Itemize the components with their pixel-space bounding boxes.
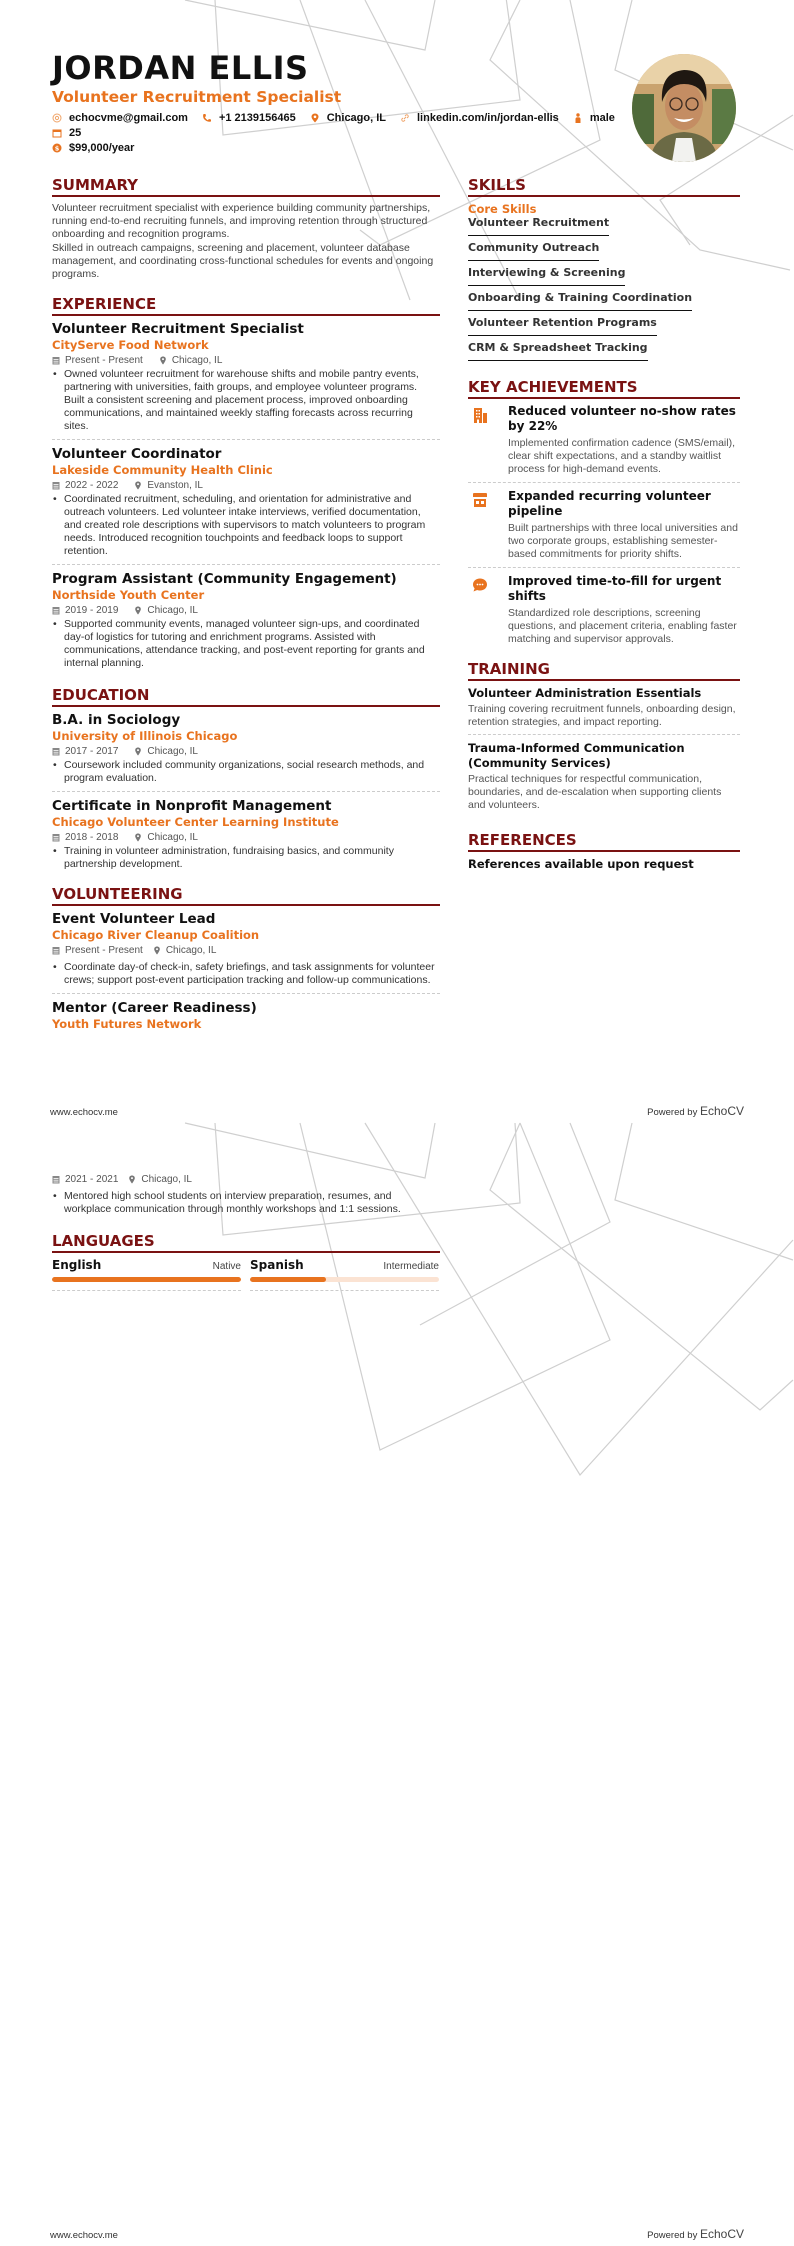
contact-gender: male bbox=[573, 112, 615, 124]
languages-list bbox=[52, 1258, 440, 1291]
volunteer-org: Youth Futures Network bbox=[52, 1017, 202, 1031]
calendar-icon bbox=[52, 606, 60, 615]
experience-section bbox=[52, 295, 440, 676]
section-title-skills: SKILLS bbox=[468, 176, 740, 197]
references-section bbox=[468, 831, 740, 872]
training-item bbox=[468, 741, 740, 817]
skill-item: Onboarding & Training Coordination bbox=[468, 291, 692, 311]
footer-brand: EchoCV bbox=[699, 2227, 744, 2241]
location: Chicago, IL bbox=[171, 355, 223, 366]
achievements-section bbox=[468, 378, 740, 652]
training-title: Trauma-Informed Communication (Community Services) bbox=[468, 741, 685, 770]
language-name: English bbox=[52, 1258, 102, 1272]
section-title-training: TRAINING bbox=[468, 660, 740, 681]
footer-powered-by: Powered by EchoCV bbox=[647, 1104, 744, 1118]
entry-meta bbox=[52, 944, 440, 957]
language-level: Native bbox=[212, 1261, 241, 1272]
entry-meta bbox=[52, 479, 440, 492]
employer: Northside Youth Center bbox=[52, 588, 205, 602]
footer-website-link[interactable]: www.echocv.me bbox=[50, 2230, 118, 2241]
map-pin-icon bbox=[153, 946, 161, 955]
resume-page-2 bbox=[0, 1123, 794, 2246]
skill-item: Volunteer Recruitment bbox=[468, 216, 609, 236]
education-entry bbox=[52, 712, 440, 792]
person-icon bbox=[573, 113, 583, 123]
map-pin-icon bbox=[134, 606, 142, 615]
date-range: Present - Present bbox=[65, 945, 143, 956]
contact-info bbox=[52, 112, 632, 154]
date-range: 2017 - 2017 bbox=[65, 746, 119, 757]
employer: Lakeside Community Health Clinic bbox=[52, 463, 273, 477]
section-title-references: REFERENCES bbox=[468, 831, 740, 852]
section-title-languages: LANGUAGES bbox=[52, 1232, 440, 1253]
achievement-title: Improved time-to-fill for urgent shifts bbox=[508, 574, 722, 603]
calendar-icon bbox=[52, 1175, 60, 1184]
skills-section bbox=[468, 176, 740, 366]
bullet-item: • Coordinate day-of check-in, safety briefings, and task assignments for volunteer crews; support post-event participation tracking and follow-up communications. bbox=[52, 961, 440, 987]
calendar-icon bbox=[52, 833, 60, 842]
contact-location: Chicago, IL bbox=[310, 112, 386, 124]
achievement-description: Implemented confirmation cadence (SMS/email), clear shift expectations, and a standby waitlist process for high-demand events. bbox=[508, 437, 736, 475]
institution: University of Illinois Chicago bbox=[52, 729, 238, 743]
bullet-list bbox=[52, 368, 440, 433]
entry-meta bbox=[52, 745, 440, 758]
footer-brand: EchoCV bbox=[699, 1104, 744, 1118]
link-icon bbox=[400, 113, 410, 123]
references-text: References available upon request bbox=[468, 857, 694, 871]
education-section bbox=[52, 686, 440, 877]
entry-meta bbox=[52, 604, 440, 617]
training-section bbox=[468, 660, 740, 817]
summary-paragraph: Volunteer recruitment specialist with experience building community partnerships, running end-to-end recruiting funnels, and improving retention through structured onboarding and recognition programs. bbox=[52, 202, 431, 240]
left-column-continued bbox=[52, 1172, 440, 1291]
date-range: 2018 - 2018 bbox=[65, 832, 119, 843]
bullet-item: • Supported community events, managed volunteer sign-ups, and coordinated day-of logistics for tutoring and enrichment programs. Assisted with communications, attendance tracking, and post-event reporting for grants and internal planning. bbox=[52, 618, 440, 670]
section-title-summary: SUMMARY bbox=[52, 176, 440, 197]
training-item bbox=[468, 686, 740, 735]
section-title-achievements: KEY ACHIEVEMENTS bbox=[468, 378, 740, 399]
profile-photo-image bbox=[632, 54, 736, 162]
skills-list bbox=[468, 216, 740, 366]
bullet-item: • Owned volunteer recruitment for warehouse shifts and mobile pantry events, partnering with universities, faith groups, and employee volunteer programs. Built a consistent screening and placement process, improved onboarding communications, and maintained weekly staffing forecasts across recurring sites. bbox=[52, 368, 440, 433]
section-title-education: EDUCATION bbox=[52, 686, 440, 707]
map-pin-icon bbox=[134, 747, 142, 756]
candidate-name: JORDAN ELLIS bbox=[52, 49, 309, 87]
footer-powered-by: Powered by EchoCV bbox=[647, 2227, 744, 2241]
entry-meta bbox=[52, 354, 440, 367]
languages-section bbox=[52, 1232, 440, 1291]
bullet-list bbox=[52, 618, 440, 670]
employer: CityServe Food Network bbox=[52, 338, 209, 352]
bullet-item: • Coordinated recruitment, scheduling, and orientation for administrative and outreach volunteers. Led volunteer intake interviews, verified documentation, and created role descriptions with supervisors to match volunteers to program needs. Introduced recognition touchpoints and feedback loops to support retention. bbox=[52, 493, 440, 558]
right-column bbox=[468, 176, 740, 872]
degree-title: Certificate in Nonprofit Management bbox=[52, 798, 332, 814]
calendar-icon bbox=[52, 946, 60, 955]
achievement-item bbox=[468, 574, 740, 652]
at-sign-icon bbox=[52, 113, 62, 123]
experience-entry bbox=[52, 321, 440, 440]
training-description: Training covering recruitment funnels, onboarding design, retention strategies, and impact reporting. bbox=[468, 703, 736, 728]
calendar-icon bbox=[52, 747, 60, 756]
bullet-list bbox=[52, 1190, 440, 1216]
bullet-list bbox=[52, 845, 440, 871]
skill-item: CRM & Spreadsheet Tracking bbox=[468, 341, 648, 361]
volunteer-role: Event Volunteer Lead bbox=[52, 911, 216, 927]
volunteering-entry-continued bbox=[52, 1173, 440, 1222]
job-title: Program Assistant (Community Engagement) bbox=[52, 571, 397, 587]
map-pin-icon bbox=[310, 113, 320, 123]
job-title: Volunteer Recruitment Specialist bbox=[52, 321, 304, 337]
language-proficiency-fill bbox=[250, 1277, 326, 1282]
left-column bbox=[52, 176, 440, 1044]
resume-header bbox=[52, 50, 632, 154]
bullet-list bbox=[52, 759, 440, 785]
skill-item: Community Outreach bbox=[468, 241, 599, 261]
skill-item: Interviewing & Screening bbox=[468, 266, 625, 286]
language-name: Spanish bbox=[250, 1258, 304, 1272]
training-description: Practical techniques for respectful communication, boundaries, and de-escalation when supporting clients and volunteers. bbox=[468, 773, 722, 811]
contact-email[interactable]: echocvme@gmail.com bbox=[52, 112, 188, 124]
candidate-role: Volunteer Recruitment Specialist bbox=[52, 88, 342, 106]
education-entry bbox=[52, 798, 440, 877]
money-icon bbox=[52, 143, 62, 153]
degree-title: B.A. in Sociology bbox=[52, 712, 181, 728]
achievement-description: Built partnerships with three local universities and two corporate groups, establishing semester-based commitments for priority shifts. bbox=[508, 522, 738, 560]
volunteer-role: Mentor (Career Readiness) bbox=[52, 1000, 257, 1016]
calendar-icon bbox=[52, 481, 60, 490]
location: Chicago, IL bbox=[141, 1174, 192, 1185]
experience-entry bbox=[52, 446, 440, 565]
training-title: Volunteer Administration Essentials bbox=[468, 686, 702, 700]
contact-age: 25 bbox=[52, 127, 81, 139]
map-pin-icon bbox=[159, 356, 167, 365]
location: Chicago, IL bbox=[147, 605, 198, 616]
bullet-list bbox=[52, 961, 440, 987]
date-range: 2022 - 2022 bbox=[65, 480, 119, 491]
contact-phone[interactable]: +1 2139156465 bbox=[202, 112, 296, 124]
language-proficiency-bar bbox=[52, 1277, 241, 1282]
bullet-list bbox=[52, 493, 440, 558]
date-range: Present - Present bbox=[65, 355, 143, 366]
building-icon bbox=[472, 407, 488, 423]
date-range: 2019 - 2019 bbox=[65, 605, 119, 616]
location: Chicago, IL bbox=[165, 945, 217, 956]
location: Evanston, IL bbox=[147, 480, 203, 491]
bullet-item: • Coursework included community organizations, social research methods, and program evaluation. bbox=[52, 759, 440, 785]
location: Chicago, IL bbox=[147, 746, 198, 757]
calendar-icon bbox=[52, 356, 60, 365]
job-title: Volunteer Coordinator bbox=[52, 446, 222, 462]
achievement-title: Reduced volunteer no-show rates by 22% bbox=[508, 404, 736, 433]
language-proficiency-bar bbox=[250, 1277, 439, 1282]
entry-meta bbox=[52, 831, 440, 844]
achievement-description: Standardized role descriptions, screening questions, and placement criteria, enabling faster matching and supervisor approvals. bbox=[508, 607, 737, 645]
calendar-icon bbox=[52, 128, 62, 138]
achievement-item bbox=[468, 489, 740, 568]
bullet-item: • Mentored high school students on interview preparation, resumes, and workplace communication through monthly workshops and 1:1 sessions. bbox=[52, 1190, 440, 1216]
footer-website-link[interactable]: www.echocv.me bbox=[50, 1107, 118, 1118]
language-item bbox=[250, 1258, 439, 1291]
institution: Chicago Volunteer Center Learning Institute bbox=[52, 815, 339, 829]
date-range: 2021 - 2021 bbox=[65, 1174, 119, 1185]
volunteering-entry bbox=[52, 1000, 440, 1038]
achievement-content bbox=[508, 574, 740, 646]
location: Chicago, IL bbox=[147, 832, 198, 843]
skills-group-label: Core Skills bbox=[468, 202, 537, 216]
language-item bbox=[52, 1258, 241, 1291]
language-level: Intermediate bbox=[383, 1261, 439, 1272]
language-proficiency-fill bbox=[52, 1277, 241, 1282]
bullet-item: • Training in volunteer administration, fundraising basics, and community partnership development. bbox=[52, 845, 440, 871]
achievement-content bbox=[508, 404, 740, 476]
svg-text:$: $ bbox=[54, 144, 60, 153]
section-title-volunteering: VOLUNTEERING bbox=[52, 885, 440, 906]
achievement-item bbox=[468, 404, 740, 483]
summary-paragraph: Skilled in outreach campaigns, screening and placement, volunteer database management, and coordinating cross-functional schedules for events and ongoing programs. bbox=[52, 242, 434, 280]
map-pin-icon bbox=[128, 1175, 136, 1184]
contact-salary: $ $99,000/year bbox=[52, 142, 618, 154]
profile-photo bbox=[632, 54, 736, 162]
chat-bubble-icon bbox=[472, 577, 488, 593]
page-footer bbox=[50, 1104, 744, 1118]
phone-icon bbox=[202, 113, 212, 123]
volunteer-org: Chicago River Cleanup Coalition bbox=[52, 928, 260, 942]
achievement-title: Expanded recurring volunteer pipeline bbox=[508, 489, 711, 518]
map-pin-icon bbox=[134, 481, 142, 490]
volunteering-section bbox=[52, 885, 440, 1038]
summary-section bbox=[52, 176, 440, 281]
map-pin-icon bbox=[134, 833, 142, 842]
experience-entry bbox=[52, 571, 440, 676]
section-title-experience: EXPERIENCE bbox=[52, 295, 440, 316]
skill-item: Volunteer Retention Programs bbox=[468, 316, 657, 336]
entry-meta bbox=[52, 1173, 440, 1186]
achievement-content bbox=[508, 489, 740, 561]
page-footer bbox=[50, 2227, 744, 2241]
volunteering-entry bbox=[52, 911, 440, 994]
contact-linkedin[interactable]: linkedin.com/in/jordan-ellis bbox=[400, 112, 559, 124]
store-icon bbox=[472, 492, 488, 508]
